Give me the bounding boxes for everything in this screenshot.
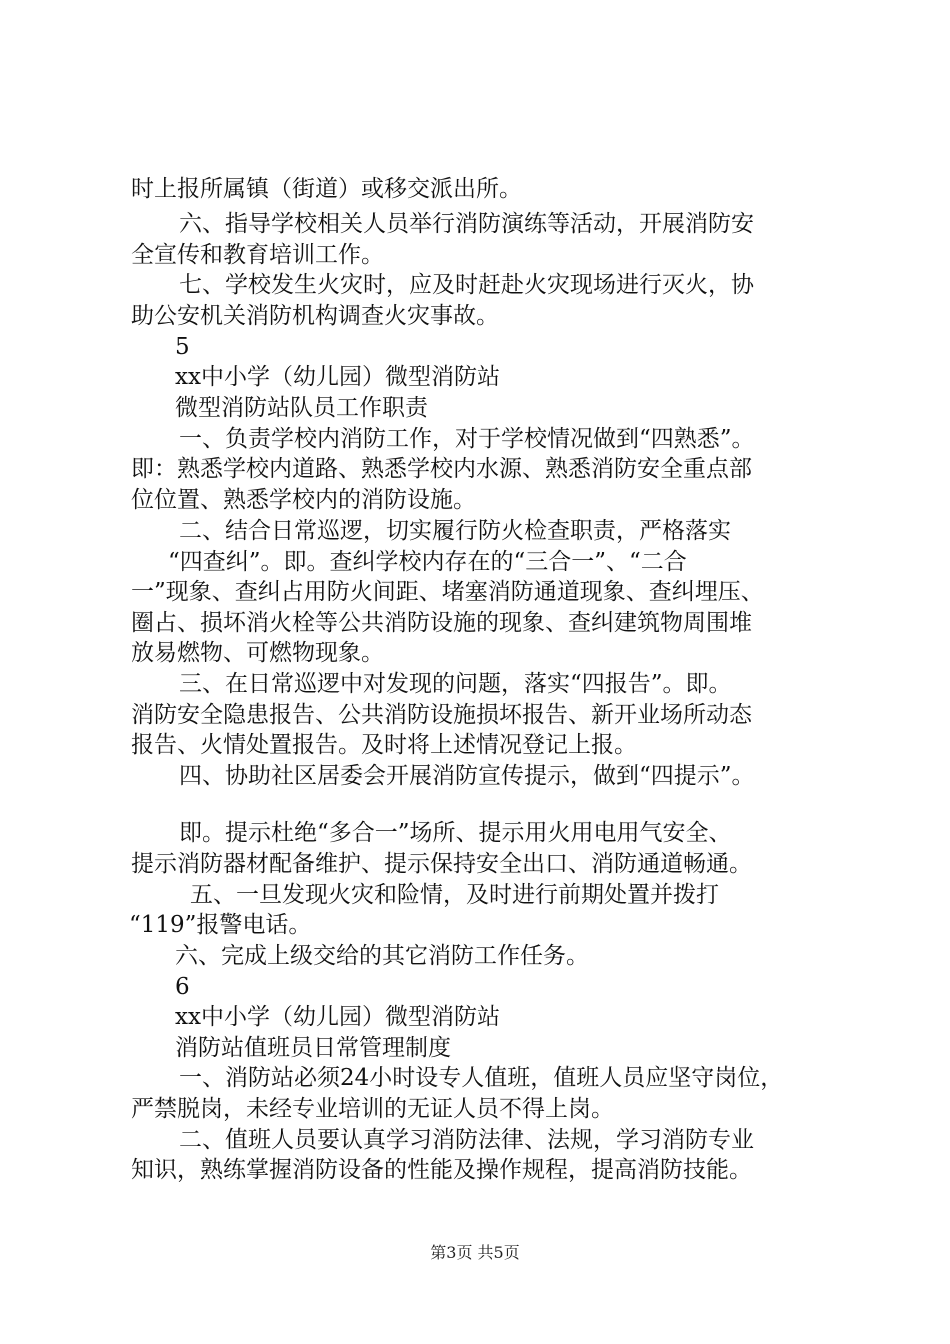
text-line: 一”现象、查纠占用防火间距、堵塞消防通道现象、查纠埋压、 <box>131 579 764 605</box>
page-number-marker: 5 <box>175 334 190 360</box>
text-line: “119”报警电话。 <box>129 912 312 938</box>
text-line: 四、协助社区居委会开展消防宣传提示，做到“四提示”。 <box>179 763 755 789</box>
text-line: 消防安全隐患报告、公共消防设施损坏报告、新开业场所动态 <box>131 702 752 728</box>
section-title: 消防站值班员日常管理制度 <box>175 1035 451 1061</box>
text-line: 即。提示杜绝“多合一”场所、提示用火用电用气安全、 <box>179 820 732 846</box>
text-line: 六、指导学校相关人员举行消防演练等活动，开展消防安 <box>179 211 754 237</box>
section-heading: xx中小学（幼儿园）微型消防站 <box>175 1004 500 1030</box>
text-line: 二、结合日常巡逻，切实履行防火检查职责，严格落实 <box>179 518 731 544</box>
text-line: 报告、火情处置报告。及时将上述情况登记上报。 <box>131 732 637 758</box>
page-number-marker: 6 <box>175 974 190 1000</box>
text-line: 圈占、损坏消火栓等公共消防设施的现象、查纠建筑物周围堆 <box>131 610 752 636</box>
text-line: 三、在日常巡逻中对发现的问题，落实“四报告”。即。 <box>179 671 732 697</box>
text-line: 全宣传和教育培训工作。 <box>131 242 384 268</box>
text-line: “四查纠”。即。查纠学校内存在的“三合一”、“二合 <box>168 549 687 575</box>
section-heading: xx中小学（幼儿园）微型消防站 <box>175 364 500 390</box>
text-line: 即：熟悉学校内道路、熟悉学校内水源、熟悉消防安全重点部 <box>131 456 752 482</box>
text-line: 二、值班人员要认真学习消防法律、法规，学习消防专业 <box>179 1127 754 1153</box>
text-line: 七、学校发生火灾时，应及时赶赴火灾现场进行灭火，协 <box>179 272 754 298</box>
text-line: 放易燃物、可燃物现象。 <box>131 640 384 666</box>
text-line: 一、负责学校内消防工作，对于学校情况做到“四熟悉”。 <box>179 426 755 452</box>
text-line: 助公安机关消防机构调查火灾事故。 <box>131 303 499 329</box>
section-title: 微型消防站队员工作职责 <box>175 395 428 421</box>
page-footer: 第3页 共5页 <box>430 1243 520 1262</box>
text-line: 知识，熟练掌握消防设备的性能及操作规程，提高消防技能。 <box>131 1157 752 1183</box>
text-line: 提示消防器材配备维护、提示保持安全出口、消防通道畅通。 <box>131 851 752 877</box>
text-line: 五、一旦发现火灾和险情，及时进行前期处置并拨打 <box>190 882 719 908</box>
text-line: 严禁脱岗，未经专业培训的无证人员不得上岗。 <box>131 1096 614 1122</box>
text-line: 位位置、熟悉学校内的消防设施。 <box>131 487 476 513</box>
text-line: 一、消防站必须24小时设专人值班，值班人员应坚守岗位， <box>179 1065 784 1091</box>
text-line: 六、完成上级交给的其它消防工作任务。 <box>175 943 589 969</box>
text-line: 时上报所属镇（街道）或移交派出所。 <box>131 176 522 202</box>
